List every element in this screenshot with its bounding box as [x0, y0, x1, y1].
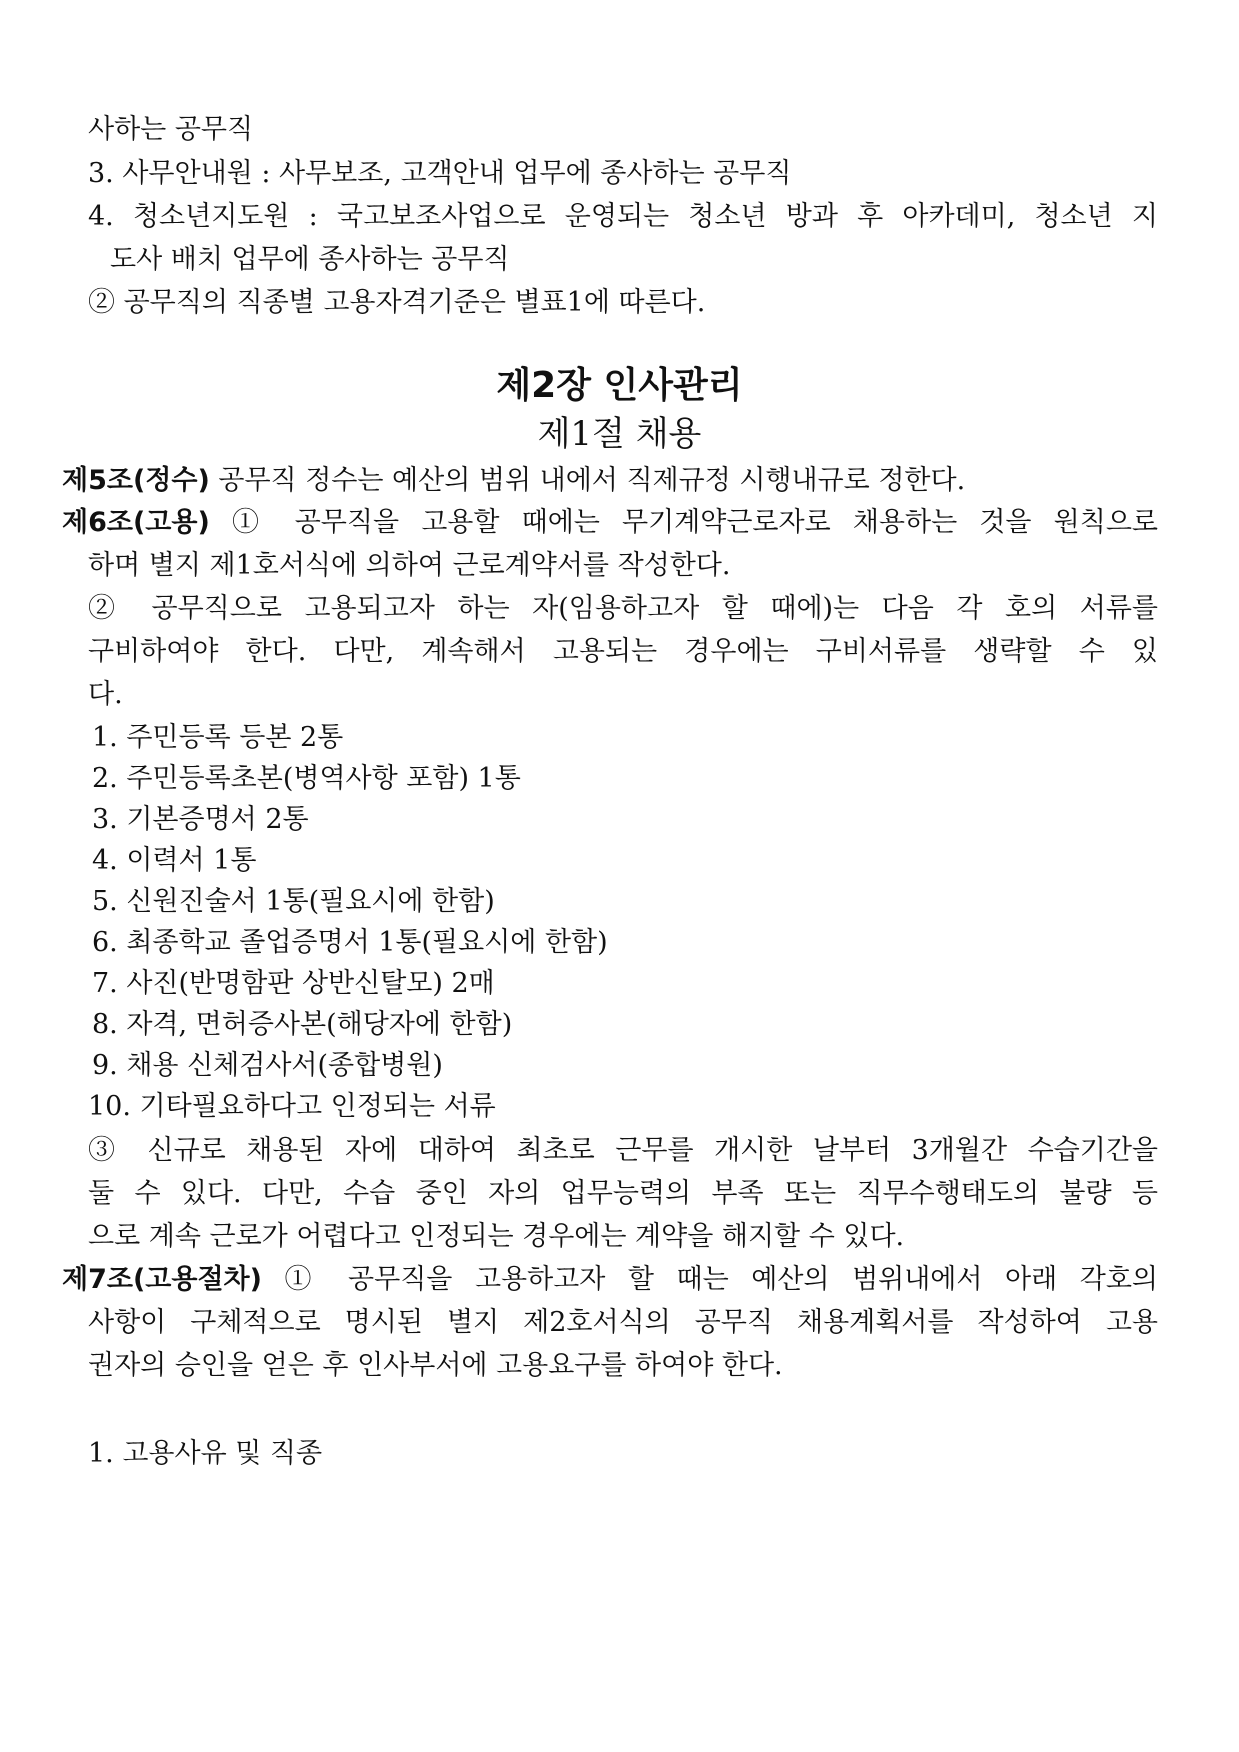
paragraph: 권자의 승인을 얻은 후 인사부서에 고용요구를 하여야 한다. — [88, 1350, 783, 1381]
list-item-continuation: 도사 배치 업무에 종사하는 공무직 — [110, 244, 510, 275]
article-heading: 제5조(정수) — [62, 465, 210, 496]
list-item: 4. 이력서 1통 — [92, 845, 257, 876]
list-item: 8. 자격, 면허증사본(해당자에 한함) — [92, 1009, 513, 1040]
list-item: 7. 사진(반명함판 상반신탈모) 2매 — [92, 968, 495, 999]
article-7 — [62, 1262, 1158, 1298]
paragraph: 구비하여야 한다. 다만, 계속해서 고용되는 경우에는 구비서류를 생략할 수 있 — [88, 636, 1158, 667]
list-item: 1. 주민등록 등본 2통 — [92, 722, 344, 753]
continued-text: 사하는 공무직 — [88, 114, 254, 145]
list-item: 5. 신원진술서 1통(필요시에 한함) — [92, 886, 495, 917]
paragraph: ② 공무직으로 고용되고자 하는 자(임용하고자 할 때에)는 다음 각 호의 서류를 — [88, 593, 1158, 624]
list-item: 1. 고용사유 및 직종 — [88, 1438, 323, 1469]
chapter-title: 제2장 인사관리 — [496, 365, 743, 406]
list-item: 4. 청소년지도원 : 국고보조사업으로 운영되는 청소년 방과 후 아카데미, 청소년 지 — [88, 201, 1158, 232]
paragraph: 둘 수 있다. 다만, 수습 중인 자의 업무능력의 부족 또는 직무수행태도의 불량 등 — [88, 1178, 1158, 1209]
list-item: 3. 사무안내원 : 사무보조, 고객안내 업무에 종사하는 공무직 — [88, 158, 792, 189]
section-title: 제1절 채용 — [537, 414, 702, 454]
list-item: 9. 채용 신체검사서(종합병원) — [92, 1050, 443, 1081]
article-text: ① 공무직을 고용하고자 할 때는 예산의 범위내에서 아래 각호의 — [261, 1264, 1158, 1295]
article-text: 공무직 정수는 예산의 범위 내에서 직제규정 시행내규로 정한다. — [209, 465, 966, 496]
article-text: ① 공무직을 고용할 때에는 무기계약근로자로 채용하는 것을 원칙으로 — [209, 507, 1158, 538]
paragraph: 사항이 구체적으로 명시된 별지 제2호서식의 공무직 채용계획서를 작성하여 고용 — [88, 1307, 1158, 1338]
paragraph: 다. — [88, 679, 123, 710]
paragraph: 하며 별지 제1호서식에 의하여 근로계약서를 작성한다. — [88, 550, 731, 581]
paragraph: ③ 신규로 채용된 자에 대하여 최초로 근무를 개시한 날부터 3개월간 수습기간을 — [88, 1135, 1158, 1166]
list-item: 3. 기본증명서 2통 — [92, 804, 309, 835]
list-item: 2. 주민등록초본(병역사항 포함) 1통 — [92, 763, 521, 794]
list-item: 10. 기타필요하다고 인정되는 서류 — [88, 1091, 496, 1122]
paragraph: 으로 계속 근로가 어렵다고 인정되는 경우에는 계약을 해지할 수 있다. — [88, 1221, 905, 1252]
article-5 — [0, 463, 1239, 499]
article-6 — [62, 505, 1158, 541]
list-item: 6. 최종학교 졸업증명서 1통(필요시에 한함) — [92, 927, 608, 958]
article-heading: 제7조(고용절차) — [62, 1264, 262, 1295]
paragraph: ② 공무직의 직종별 고용자격기준은 별표1에 따른다. — [88, 287, 706, 318]
article-heading: 제6조(고용) — [62, 507, 210, 538]
